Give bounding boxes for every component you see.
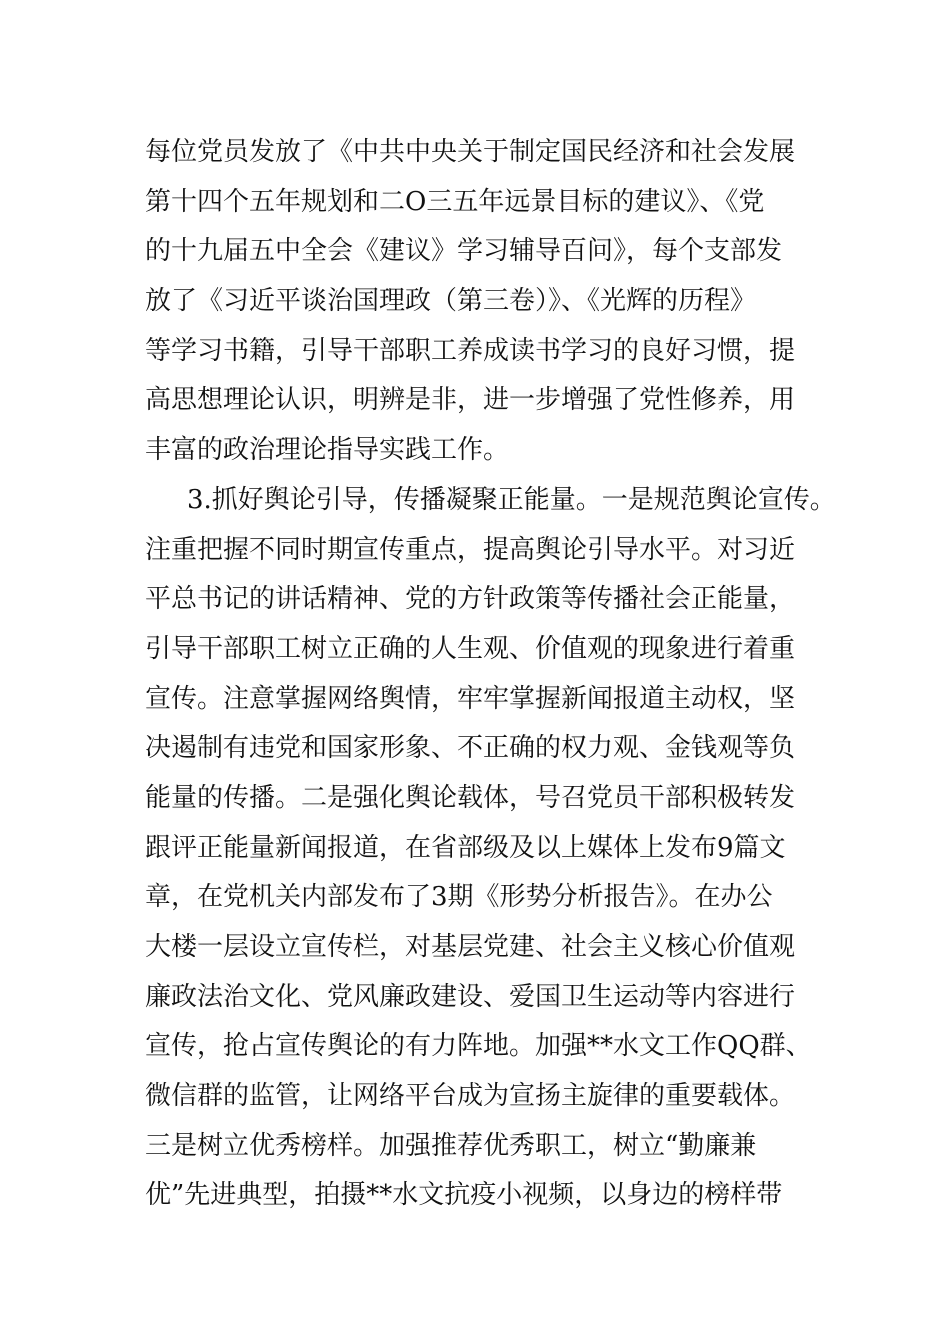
text-line-14: 能量的传播。二是强化舆论载体，号召党员干部积极转发 — [145, 782, 796, 813]
text-line-10: 平总书记的讲话精神、党的方针政策等传播社会正能量， — [145, 584, 796, 615]
text-line-3: 的十九届五中全会《建议》学习辅导百问》，每个支部发 — [145, 236, 783, 267]
text-line-22: 优”先进典型，拍摄**水文抗疫小视频，以身边的榜样带 — [145, 1180, 783, 1211]
text-line-19: 宣传，抢占宣传舆论的有力阵地。加强**水文工作QQ群、 — [145, 1031, 812, 1062]
text-line-20: 微信群的监管，让网络平台成为宣扬主旋律的重要载体。 — [145, 1081, 796, 1112]
text-line-17: 大楼一层设立宣传栏，对基层党建、社会主义核心价值观 — [145, 932, 796, 962]
text-line-12: 宣传。注意掌握网络舆情，牢牢掌握新闻报道主动权，坚 — [145, 683, 796, 714]
text-line-15: 跟评正能量新闻报道，在省部级及以上媒体上发布9篇文 — [145, 832, 786, 863]
section-heading-line: 3.抓好舆论引导，传播凝聚正能量。一是规范舆论宣传。 — [187, 484, 836, 515]
text-line-21: 三是树立优秀榜样。加强推荐优秀职工，树立“勤廉兼 — [145, 1130, 757, 1161]
text-line-9: 注重把握不同时期宣传重点，提高舆论引导水平。对习近 — [145, 534, 796, 565]
text-line-16: 章，在党机关内部发布了3期《形势分析报告》。在办公 — [145, 882, 773, 913]
text-line-13: 决遏制有违党和国家形象、不正确的权力观、金钱观等负 — [145, 733, 796, 764]
text-line-11: 引导干部职工树立正确的人生观、价值观的现象进行着重 — [145, 633, 796, 664]
text-line-7: 丰富的政治理论指导实践工作。 — [145, 435, 510, 466]
text-line-5: 等学习书籍，引导干部职工养成读书学习的良好习惯，提 — [145, 335, 796, 366]
text-line-6: 高思想理论认识，明辨是非，进一步增强了党性修养，用 — [145, 385, 796, 416]
text-line-2: 第十四个五年规划和二O三五年远景目标的建议》、《党 — [145, 186, 765, 217]
text-line-1: 每位党员发放了《中共中央关于制定国民经济和社会发展 — [145, 137, 796, 167]
body-text — [145, 128, 845, 1221]
text-line-4: 放了《习近平谈治国理政（第三卷）》、《光辉的历程》 — [145, 286, 757, 317]
text-line-18: 廉政法治文化、党风廉政建设、爱国卫生运动等内容进行 — [145, 981, 796, 1012]
